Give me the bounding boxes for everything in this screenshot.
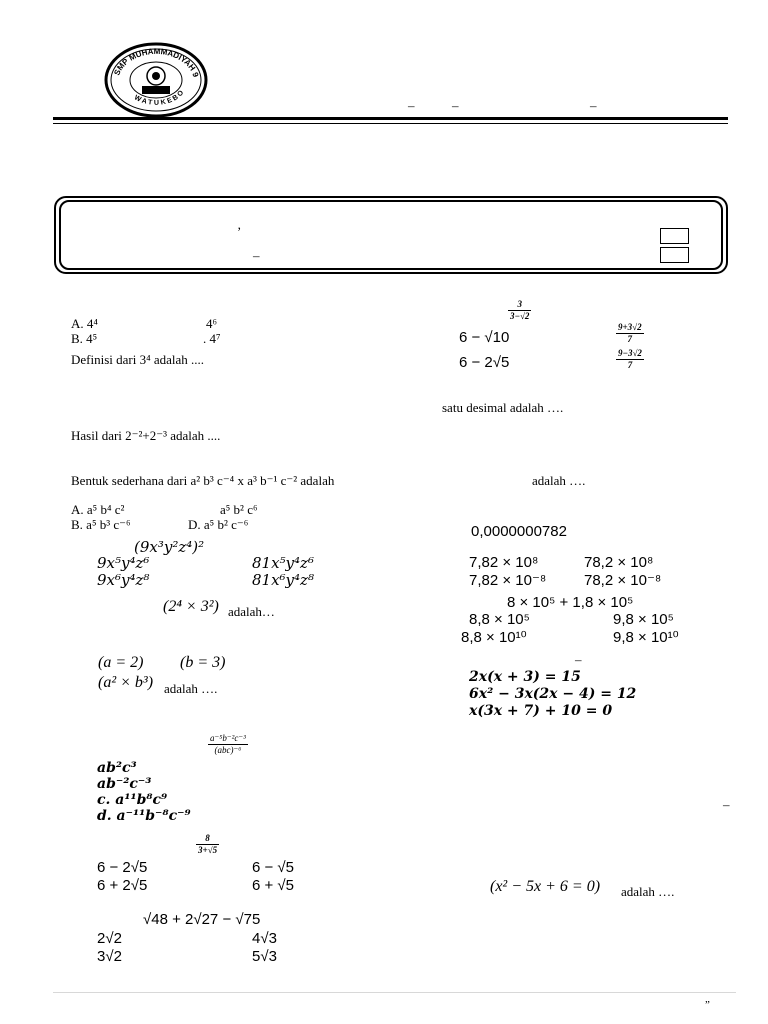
rational2-option-c-num: 9+3√2 — [618, 322, 642, 332]
rational2-fraction — [508, 299, 531, 322]
header-rule-thick — [53, 117, 728, 120]
root-option-b: 3√2 — [97, 948, 122, 965]
sum-option-d: 9,8 × 10¹⁰ — [613, 629, 679, 646]
rational2-option-a: 6 − √10 — [459, 329, 510, 346]
equation-dash: – — [575, 652, 582, 667]
school-logo — [104, 42, 208, 118]
sum-option-a: 8,8 × 10⁵ — [469, 611, 530, 628]
header-dash-1: – — [408, 98, 415, 113]
quadratic-expression: (x² − 5x + 6 = 0) — [490, 878, 601, 895]
rational-fraction — [196, 833, 219, 856]
rational-fraction-den: 3+√5 — [198, 845, 218, 855]
header-dash-3: – — [590, 98, 597, 113]
footer-rule — [53, 992, 736, 993]
rational2-fraction-num: 3 — [508, 299, 531, 311]
rational-option-a: 6 − 2√5 — [97, 859, 148, 876]
bentuk-option-b: B. a⁵ b³ c⁻⁶ — [71, 517, 131, 532]
rational2-option-d — [616, 348, 644, 371]
equation-option-a: 2x(x + 3) = 15 — [469, 669, 581, 685]
footer-mark: „ — [705, 993, 710, 1005]
q1-option-a: A. 4⁴ — [71, 316, 98, 331]
rational2-option-d-den: 7 — [627, 360, 633, 370]
exponent-option-d: d. a⁻¹¹b⁻⁸c⁻⁹ — [97, 808, 191, 824]
score-box-2 — [660, 247, 689, 263]
bentuk-option-c: a⁵ b² c⁶ — [220, 502, 258, 517]
rational2-option-c — [616, 322, 644, 345]
rational2-option-b: 6 − 2√5 — [459, 354, 510, 371]
question-bentuk: Bentuk sederhana dari a² b³ c⁻⁴ x a³ b⁻¹ c⁻² adalah — [71, 473, 335, 488]
rational-fraction-num: 8 — [196, 833, 219, 845]
header-dash-2: – — [452, 98, 459, 113]
bentuk-option-a: A. a⁵ b⁴ c² — [71, 502, 125, 517]
exponent-option-a: ab²c³ — [97, 760, 137, 776]
q1-option-d: . 4⁷ — [203, 331, 221, 346]
side-dash: – — [723, 797, 730, 812]
q1-option-b: B. 4⁵ — [71, 331, 98, 346]
power-option-c: 81x⁵y⁴z⁶ — [252, 554, 314, 572]
scientific-value: 0,0000000782 — [471, 523, 567, 540]
sum-option-b: 8,8 × 10¹⁰ — [461, 629, 527, 646]
scientific-option-c: 78,2 × 10⁸ — [584, 554, 654, 571]
q1-option-c: 4⁶ — [206, 316, 218, 331]
quadratic-suffix: adalah …. — [621, 884, 675, 899]
power-expression: (9x³y²z⁴)² — [134, 538, 205, 556]
header-rule-thin — [53, 123, 728, 124]
bentuk-option-d: D. a⁵ b² c⁻⁶ — [188, 517, 249, 532]
rational-option-b: 6 + 2√5 — [97, 877, 148, 894]
root-option-d: 5√3 — [252, 948, 277, 965]
ab-expression: (a² × b³) — [98, 674, 154, 691]
rational2-fraction-den: 3−√2 — [510, 311, 530, 321]
score-box-1 — [660, 228, 689, 244]
logo-text-bottom: WATUKEBO — [133, 87, 187, 107]
info-box-comma: ’ — [237, 224, 242, 239]
exponent-fraction — [208, 733, 248, 756]
exponent-option-c: c. a¹¹b⁸c⁹ — [97, 792, 168, 808]
sum-option-c: 9,8 × 10⁵ — [613, 611, 674, 628]
power-option-d: 81x⁶y⁴z⁸ — [252, 571, 314, 589]
root-expression: √48 + 2√27 − √75 — [143, 911, 261, 928]
scientific-option-a: 7,82 × 10⁸ — [469, 554, 539, 571]
exponent-option-b: ab⁻²c⁻³ — [97, 776, 152, 792]
question-adalah: adalah …. — [532, 473, 586, 488]
power-option-a: 9x⁵y⁴z⁶ — [97, 554, 150, 572]
scientific-option-d: 78,2 × 10⁻⁸ — [584, 572, 662, 589]
root-option-a: 2√2 — [97, 930, 122, 947]
exponent-fraction-den: (abc)⁻⁶ — [214, 745, 242, 755]
equation-option-c: x(3x + 7) + 10 = 0 — [469, 703, 613, 719]
rational-option-d: 6 + √5 — [252, 877, 295, 894]
given-a: (a = 2) — [98, 654, 144, 671]
question-decimal: satu desimal adalah …. — [442, 400, 564, 415]
power-option-b: 9x⁶y⁴z⁸ — [97, 571, 150, 589]
product-expression: (2⁴ × 3²) — [163, 598, 219, 615]
equation-option-b: 6x² − 3x(2x − 4) = 12 — [469, 686, 637, 702]
question-hasil: Hasil dari 2⁻²+2⁻³ adalah .... — [71, 428, 221, 443]
rational-option-c: 6 − √5 — [252, 859, 295, 876]
sum-expression: 8 × 10⁵ + 1,8 × 10⁵ — [507, 594, 634, 611]
info-box-inner — [59, 200, 723, 270]
exponent-fraction-num: a⁻⁵b⁻²c⁻³ — [210, 733, 246, 743]
scientific-option-b: 7,82 × 10⁻⁸ — [469, 572, 547, 589]
rational2-option-c-den: 7 — [627, 334, 633, 344]
logo-text-top: SMP MUHAMMADIYAH 9 — [112, 46, 201, 79]
given-b: (b = 3) — [180, 654, 226, 671]
info-box-dash: – — [253, 248, 260, 263]
rational2-option-d-num: 9−3√2 — [618, 348, 642, 358]
question-definisi: Definisi dari 3⁴ adalah .... — [71, 352, 205, 367]
ab-suffix: adalah …. — [164, 681, 218, 696]
root-option-c: 4√3 — [252, 930, 277, 947]
product-suffix: adalah… — [228, 604, 275, 619]
